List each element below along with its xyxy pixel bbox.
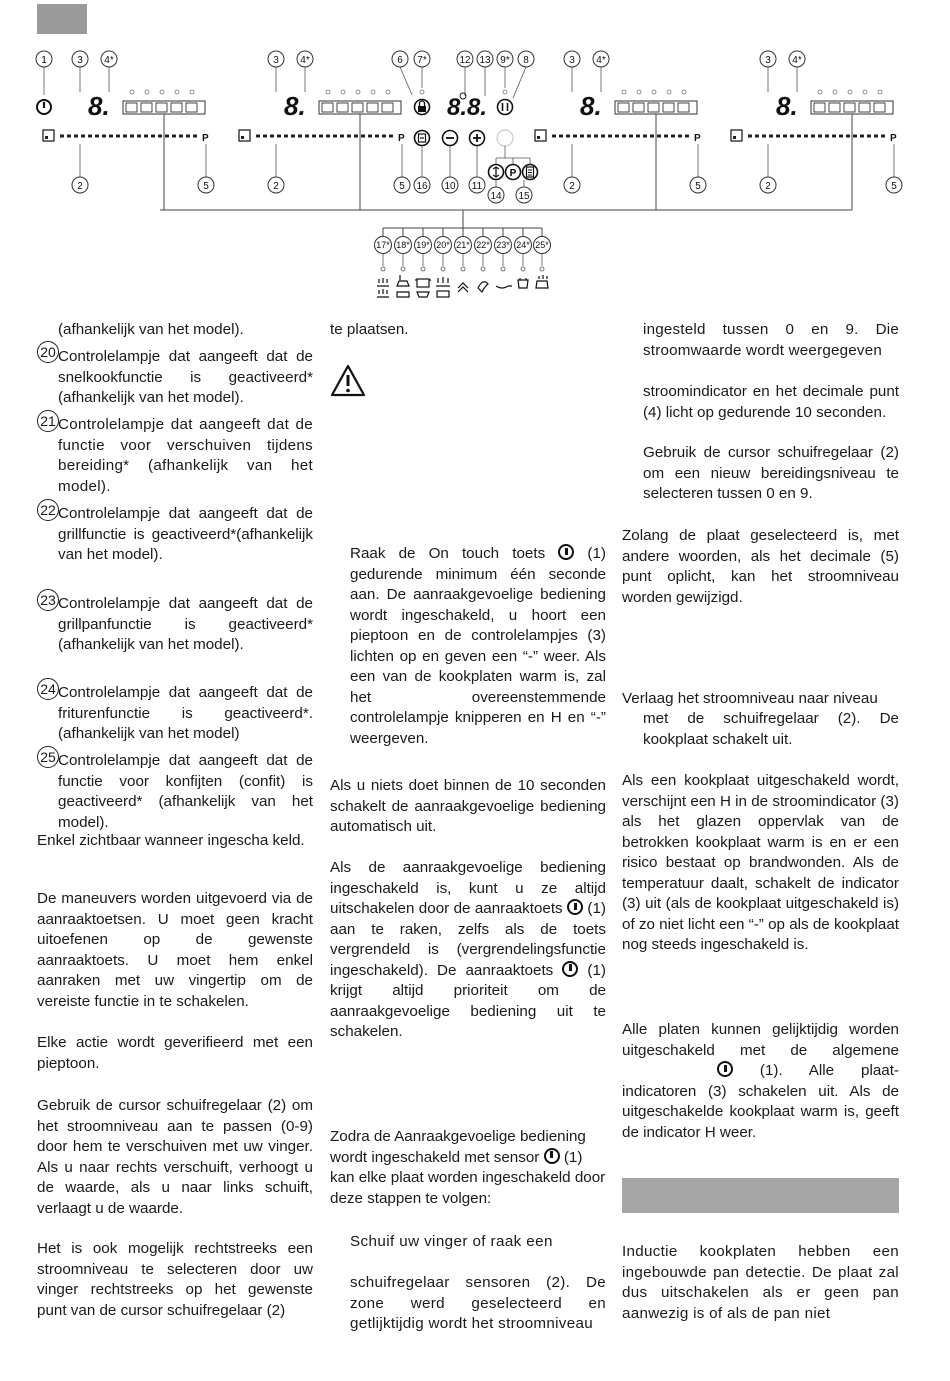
callout-17: 17* — [376, 240, 390, 250]
callout-22: 22* — [476, 240, 490, 250]
control-panel-diagram — [0, 40, 950, 310]
item-number: 24 — [37, 678, 59, 700]
callout-8: 8 — [523, 55, 529, 66]
col2-paragraph-4 — [330, 1127, 606, 1209]
text-run: (1) kan elke plaat worden ingeschakeld door deze stappen te volgen: — [330, 1148, 606, 1207]
on-off-icon — [717, 1061, 733, 1077]
warning-icon — [330, 364, 366, 398]
callout-23: 23* — [496, 240, 510, 250]
callout-5: 5 — [695, 181, 701, 192]
col2-paragraph-5b: schuifregelaar sensoren (2). De zone werd geselecteerd en getlijktijdig wordt het stroomniveau — [350, 1274, 606, 1332]
text-run: Raak de On touch toets — [350, 545, 546, 562]
callout-2: 2 — [77, 181, 83, 192]
item-number: 25 — [37, 746, 59, 768]
callout-5: 5 — [891, 181, 897, 192]
callout-25: 25* — [535, 240, 549, 250]
callout-18: 18* — [396, 240, 410, 250]
callout-1: 1 — [41, 55, 47, 66]
col3-paragraph-4: Zolang de plaat geselecteerd is, met andere woorden, als het decimale (5) punt oplicht, kan het stroomniveau worden gewijzigd. — [622, 527, 899, 606]
pot-icon — [415, 279, 431, 297]
zone-2-digit: 8. — [284, 91, 306, 121]
confit-icon — [536, 275, 548, 288]
text-run: (1). Alle plaat-indicatoren (3) schakelen uit. Als de uitgeschakelde kookplaat warm is, geeft de indicator H weer. — [622, 1062, 899, 1141]
grill-icon — [478, 282, 488, 292]
callout-3: 3 — [765, 55, 771, 66]
col2-paragraph-1 — [350, 544, 606, 749]
callout-14: 14 — [490, 191, 502, 202]
callout-5: 5 — [203, 181, 209, 192]
callout-21: 21* — [456, 240, 470, 250]
section-header-bar — [622, 1178, 899, 1213]
slider-end-p: P — [202, 133, 209, 144]
callout-4: 4* — [104, 55, 114, 66]
callout-6: 6 — [397, 55, 403, 66]
col2-paragraph-2: Als u niets doet binnen de 10 seconden schakelt de aanraakgevoelige bediening automatisch uit. — [330, 777, 606, 835]
minus-icon — [443, 131, 458, 146]
item-number: 20 — [37, 341, 59, 363]
item-text: Controlelampje dat aangeeft dat de snelkookfunctie is geactiveerd* (afhankelijk van het model). — [58, 348, 313, 406]
svg-text:P: P — [509, 168, 517, 179]
bridge-icon — [489, 165, 504, 180]
callout-13: 13 — [479, 55, 491, 66]
footnote: Enkel zichtbaar wanneer ingescha keld. — [37, 832, 305, 849]
col2-paragraph-0: te plaatsen. — [330, 321, 409, 338]
zone-3-digit: 8. — [580, 91, 602, 121]
callout-2: 2 — [273, 181, 279, 192]
text-run: Als de aanraakgevoelige bediening ingeschakeld is, kunt u ze altijd uitschakelen door de aanraaktoets — [330, 859, 606, 917]
callout-4: 4* — [792, 55, 802, 66]
item-number: 21 — [37, 410, 59, 432]
text-run: (1) aan te raken, zelfs als de toets vergrendeld is (vergrendelingsfunctie ingeschakeld). De aanraaktoets — [330, 900, 606, 979]
col1-paragraph-3: Gebruik de cursor schuifregelaar (2) om het stroomniveau aan te passen (0-9) door hem te verschuiven met uw vinger. Als u naar rechts verschuift, verhoogt u de waarde, als u naar links schuift, verlaagt u de waarde. — [37, 1097, 313, 1217]
timer-display: 8.8. — [447, 94, 488, 121]
item-text: Controlelampje dat aangeeft dat de grillpanfunctie is geactiveerd*(afhankelijk van het model). — [58, 595, 313, 653]
callout-12: 12 — [459, 55, 471, 66]
callout-15: 15 — [518, 191, 530, 202]
callout-16: 16 — [416, 181, 428, 192]
col3-paragraph-8: Inductie kookplaten hebben een ingebouwde pan detectie. De plaat zal dus uitschakelen als er geen pan aanwezig is of als de pan niet — [622, 1243, 899, 1322]
callout-9: 9* — [500, 55, 510, 66]
item-text: Controlelampje dat aangeeft dat de friturenfunctie is geactiveerd*. (afhankelijk van het model) — [58, 684, 313, 742]
on-off-icon — [567, 899, 583, 915]
callout-11: 11 — [471, 181, 483, 192]
callout-2: 2 — [569, 181, 575, 192]
on-off-icon — [562, 961, 578, 977]
on-off-icon — [544, 1148, 560, 1164]
slider-end-p: P — [398, 133, 405, 144]
col2-paragraph-3 — [330, 858, 606, 1043]
col3-paragraph-1: ingesteld tussen 0 en 9. Die stroomwaarde wordt weergegeven — [643, 321, 899, 359]
callout-24: 24* — [516, 240, 530, 250]
col3-paragraph-6: Als een kookplaat uitgeschakeld wordt, verschijnt een H in de stroomindicator (3) als het glazen oppervlak van de betrokken kookplaat warm is en er een risico bestaat op brandwonden. Als de temperatuur daalt, schakelt de indicator (3) uit (als de kookplaat uitgeschakeld is) of zo niet licht een “-” op als de kookplaat nog steeds ingeschakeld is. — [622, 772, 899, 953]
col3-paragraph-7 — [622, 1020, 899, 1143]
col1-paragraph-4: Het is ook mogelijk rechtstreeks een stroomniveau te selecteren door uw vinger rechtstreeks op het gewenste punt van de cursor schuifregelaar (2) — [37, 1240, 313, 1319]
callout-20: 20* — [436, 240, 450, 250]
fryer-icon — [518, 278, 528, 288]
pause-icon — [498, 100, 513, 115]
col1-paragraph-1: De maneuvers worden uitgevoerd via de aanraaktoetsen. U moet geen kracht uitoefenen op de gewenste aanraaktoets. U moet hem enkel aanraken met uw vingertip om de vereiste functie in te schakelen. — [37, 890, 313, 1010]
col2-paragraph-5a: Schuif uw vinger of raak een — [350, 1233, 553, 1250]
grillpan-icon — [496, 286, 512, 288]
callout-4: 4* — [300, 55, 310, 66]
slider-end-p: P — [890, 133, 897, 144]
callout-3: 3 — [77, 55, 83, 66]
col3-paragraph-5b: met de schuifregelaar (2). De kookplaat schakelt uit. — [643, 710, 899, 748]
text-run: (1) krijgt altijd prioriteit om de aanraakgevoelige bediening uit te schakelen. — [330, 961, 606, 1040]
callout-10: 10 — [444, 181, 456, 192]
item-text: Controlelampje dat aangeeft dat de grillfunctie is geactiveerd*(afhankelijk van het model). — [58, 505, 313, 563]
col3-paragraph-2: stroomindicator en het decimale punt (4) licht op gedurende 10 seconden. — [643, 383, 899, 421]
slider-end-p: P — [694, 133, 701, 144]
on-off-icon — [37, 100, 51, 114]
timer-zone-icon — [415, 131, 430, 146]
callout-5: 5 — [399, 181, 405, 192]
callout-7: 7* — [417, 55, 427, 66]
boil-icon — [436, 277, 450, 297]
empty-key-icon — [497, 130, 513, 146]
item-text: Controlelampje dat aangeeft dat de functie voor verschuiven tijdens bereiding* (afhankelijk van het model). — [58, 416, 313, 495]
text-run: Alle platen kunnen gelijktijdig worden uitgeschakeld met de algemene — [622, 1021, 899, 1059]
zone-4-digit: 8. — [776, 91, 798, 121]
col3-paragraph-5a: Verlaag het stroomniveau naar niveau — [622, 690, 878, 707]
simmer-icon — [397, 275, 409, 297]
col1-paragraph-2: Elke actie wordt geverifieerd met een pieptoon. — [37, 1034, 313, 1072]
callout-19: 19* — [416, 240, 430, 250]
text-run: (1) gedurende minimum één seconde aan. De aanraakgevoelige bediening wordt ingeschakeld, u hoort een pieptoon en de controlelampjes (3) lichten op en geven een “-” weer. Als een van de kookplaten warm is, zal het overeenstemmende controlelampje knipperen en H en “-” weergeven. — [350, 545, 606, 747]
text-run: Zodra de Aanraakgevoelige bediening wordt ingeschakeld met sensor — [330, 1128, 586, 1166]
boost-icon — [506, 165, 521, 180]
item-number: 23 — [37, 589, 59, 611]
callout-2: 2 — [765, 181, 771, 192]
header-tab — [37, 4, 87, 34]
col3-paragraph-3: Gebruik de cursor schuifregelaar (2) om een nieuw bereidingsniveau te selecteren tussen 0 en 9. — [643, 444, 899, 502]
on-off-icon — [558, 544, 574, 560]
callout-3: 3 — [569, 55, 575, 66]
item-text: Controlelampje dat aangeeft dat de functie voor konfijten (confit) is geactiveerd* (afhankelijk van het model). — [58, 752, 313, 831]
plus-icon — [470, 131, 485, 146]
callout-4: 4* — [596, 55, 606, 66]
item-number: 22 — [37, 499, 59, 521]
melt-icon — [377, 278, 389, 297]
callout-3: 3 — [273, 55, 279, 66]
zone-1-digit: 8. — [88, 91, 110, 121]
keep-warm-icon — [523, 165, 538, 180]
lock-icon — [415, 100, 430, 115]
col1-model-line: (afhankelijk van het model). — [58, 321, 244, 338]
move-icon — [458, 283, 468, 292]
